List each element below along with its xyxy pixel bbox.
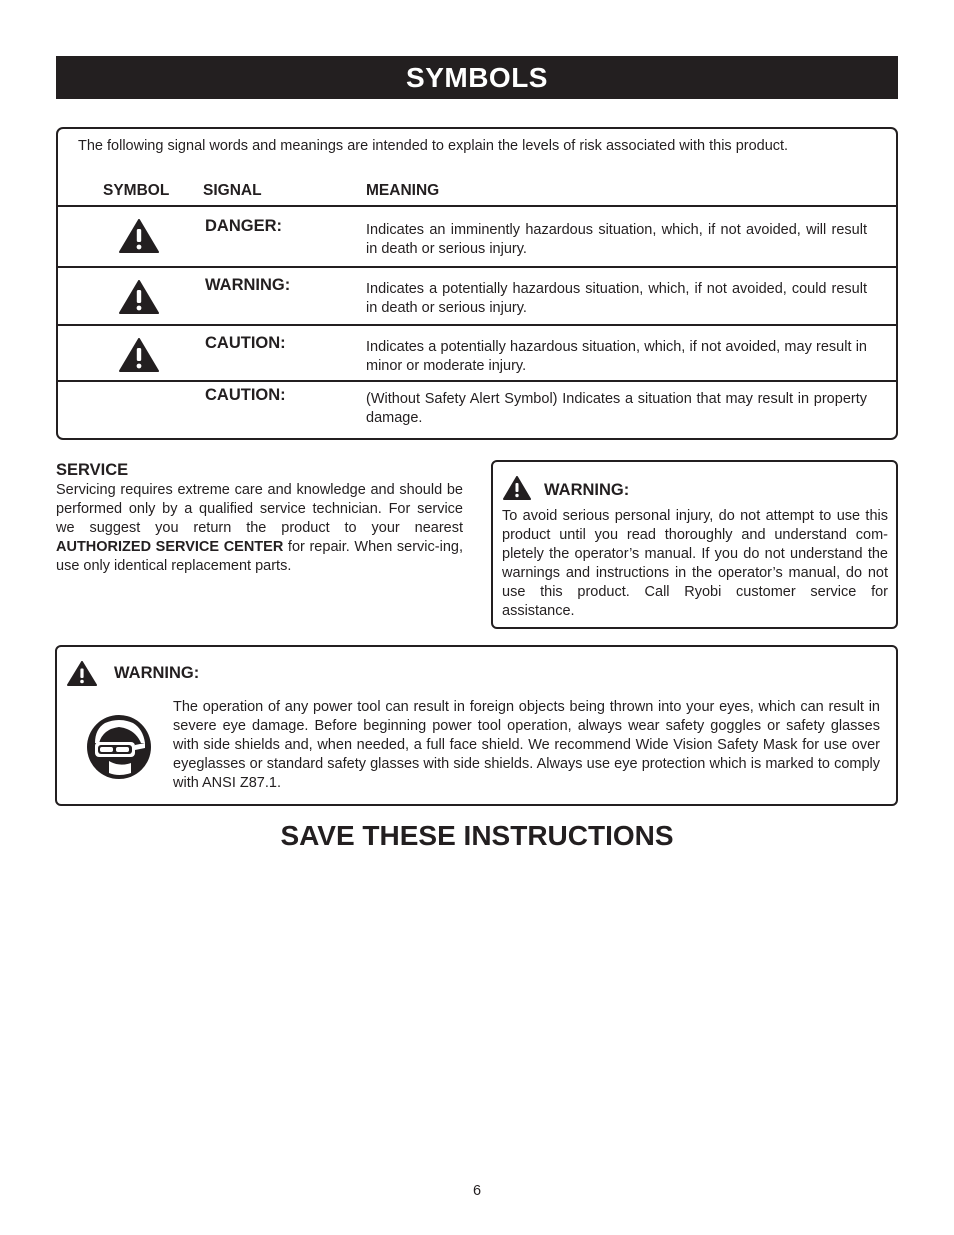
signal-word: DANGER: xyxy=(205,217,282,235)
service-center-emphasis: AUTHORIZED SERVICE CENTER xyxy=(56,539,284,555)
service-text: Servicing requires extreme care and knowledge and should be performed only by a qualified service technician. For service we suggest you return the product to your nearest xyxy=(56,482,463,536)
warning-triangle-icon xyxy=(119,338,159,372)
column-header-signal: SIGNAL xyxy=(203,182,262,199)
warning-triangle-icon xyxy=(119,280,159,314)
section-title: SYMBOLS xyxy=(406,61,548,93)
warning-title: WARNING: xyxy=(114,664,200,682)
warning-text: The operation of any power tool can result in foreign objects being thrown into your eyes, which can result in severe eye damage. Before beginning power tool operation, always wear safety goggles or safety glasses with side shields and, when needed, a full face shield. We recommend Wide Vision Safety Mask for use over eyeglasses or standard safety glasses with side shields. Always use eye protection which is marked to comply with ANSI Z87.1. xyxy=(173,699,880,791)
table-row-caution-no-symbol xyxy=(58,382,896,436)
table-row-caution xyxy=(58,326,896,380)
column-header-meaning: MEANING xyxy=(366,182,440,199)
service-paragraph xyxy=(56,481,463,576)
save-instructions-heading: SAVE THESE INSTRUCTIONS xyxy=(280,820,674,851)
service-warning-box xyxy=(491,460,898,629)
signal-meaning: Indicates a potentially hazardous situation, which, if not avoided, may result in minor or moderate injury. xyxy=(366,339,867,374)
signal-meaning: Indicates an imminently hazardous situation, which, if not avoided, will result in death or serious injury. xyxy=(366,222,867,257)
warning-title: WARNING: xyxy=(544,481,630,499)
page-number: 6 xyxy=(472,1183,482,1199)
warning-text: To avoid serious personal injury, do not attempt to use this product until you read thoroughly and understand com-pletely the operator’s manual. If you do not understand the warnings and instructions in the operator’s manual, do not use this product. Call Ryobi customer service for assistance. xyxy=(502,508,888,619)
warning-triangle-icon xyxy=(119,219,159,253)
eye-protection-warning-box xyxy=(55,645,898,806)
signal-word: WARNING: xyxy=(205,276,291,294)
table-row-warning xyxy=(58,268,896,324)
symbols-intro: The following signal words and meanings are intended to explain the levels of risk associated with this product. xyxy=(78,138,789,154)
signal-word: CAUTION: xyxy=(205,386,286,404)
signal-meaning: Indicates a potentially hazardous situation, which, if not avoided, could result in death or serious injury. xyxy=(366,281,867,316)
warning-triangle-icon xyxy=(67,661,97,691)
warning-triangle-icon xyxy=(503,476,531,505)
service-heading: SERVICE xyxy=(56,461,129,479)
column-header-symbol: SYMBOL xyxy=(103,182,170,199)
safety-goggles-icon xyxy=(85,713,153,786)
symbols-table xyxy=(56,127,898,440)
signal-word: CAUTION: xyxy=(205,334,286,352)
table-row-danger xyxy=(58,207,896,266)
service-text-end: for repair. When servic-ing, use only identical replacement parts. xyxy=(56,539,463,574)
section-title-bar xyxy=(56,56,898,99)
signal-meaning: (Without Safety Alert Symbol) Indicates a situation that may result in property damage. xyxy=(366,391,867,426)
